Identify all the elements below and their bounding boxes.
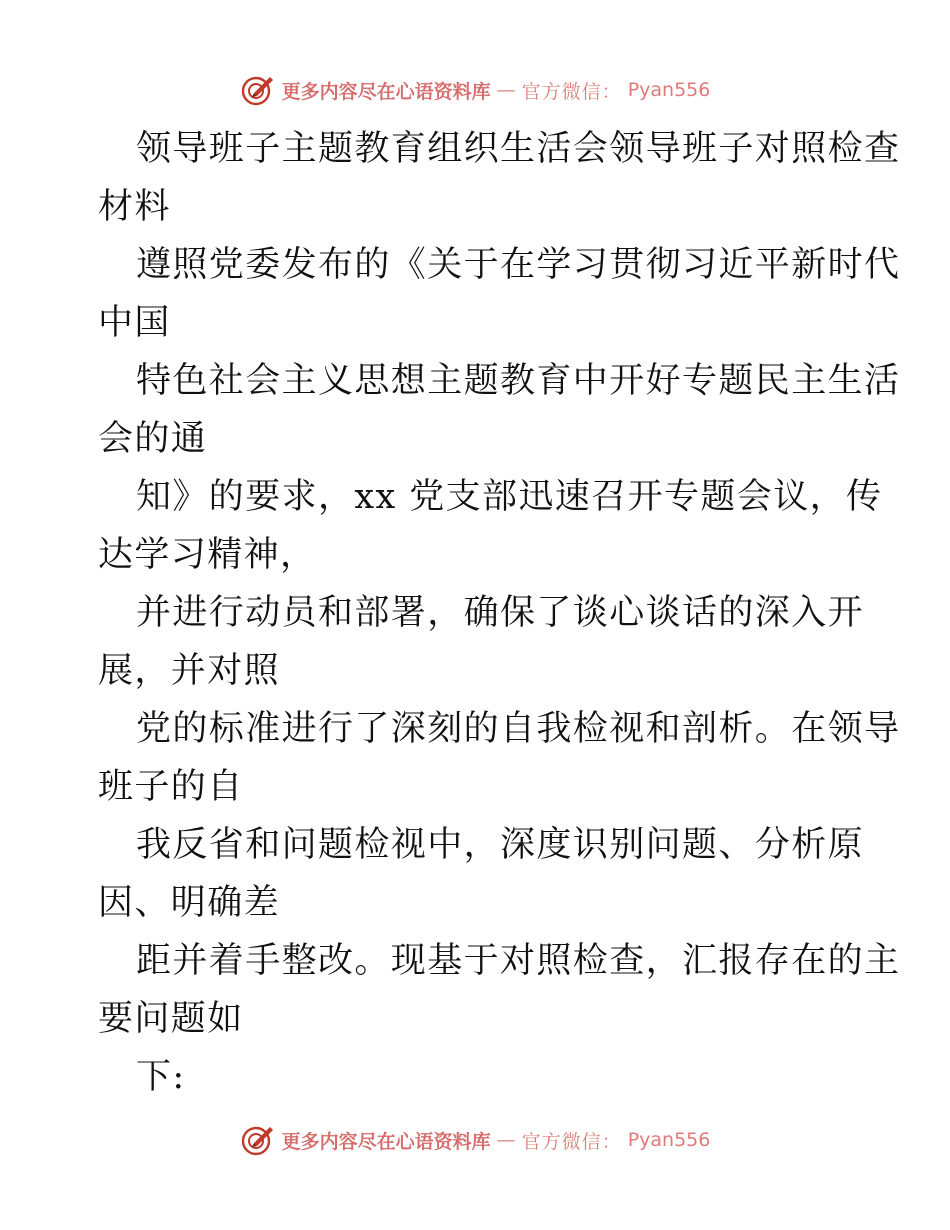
body-line: 党的标准进行了深刻的自我检视和剖析。在领导 (136, 709, 901, 749)
title-line-1: 领导班子主题教育组织生活会领导班子对照检查 (136, 129, 901, 169)
watermark-dash: — (496, 1129, 516, 1151)
title-line-2: 材料 (98, 187, 171, 227)
body-line: 班子的自 (98, 767, 244, 807)
body-line: 遵照党委发布的《关于在学习贯彻习近平新时代 (136, 245, 901, 285)
body-line: 展，并对照 (98, 651, 281, 691)
body-line: 并进行动员和部署，确保了谈心谈话的深入开 (136, 593, 865, 633)
body-line: 中国 (98, 303, 171, 343)
watermark-wechat-id: Pyan556 (627, 1129, 711, 1151)
document-body (98, 120, 901, 1106)
red-pen-circle-icon (240, 72, 276, 108)
red-pen-circle-icon (240, 1122, 276, 1158)
watermark-wechat-label: 官方微信： (521, 1130, 622, 1153)
watermark-dash: — (496, 79, 516, 101)
body-line: 下: (136, 1057, 186, 1097)
body-line: 会的通 (98, 419, 208, 459)
body-line: 因、明确差 (98, 883, 281, 923)
body-line: 我反省和问题检视中，深度识别问题、分析原 (136, 825, 865, 865)
footer-watermark (0, 1120, 950, 1160)
watermark-wechat-id: Pyan556 (627, 79, 711, 101)
watermark-main-text: 更多内容尽在心语资料库 (281, 1130, 491, 1153)
watermark-main-text: 更多内容尽在心语资料库 (281, 80, 491, 103)
body-line: 达学习精神， (98, 535, 317, 575)
watermark-wechat-label: 官方微信： (521, 80, 622, 103)
body-line: 要问题如 (98, 999, 244, 1039)
body-line: 知》的要求，xx 党支部迅速召开专题会议，传 (136, 477, 883, 517)
header-watermark (0, 70, 950, 110)
body-line: 距并着手整改。现基于对照检查，汇报存在的主 (136, 941, 901, 981)
body-line: 特色社会主义思想主题教育中开好专题民主生活 (136, 361, 901, 401)
